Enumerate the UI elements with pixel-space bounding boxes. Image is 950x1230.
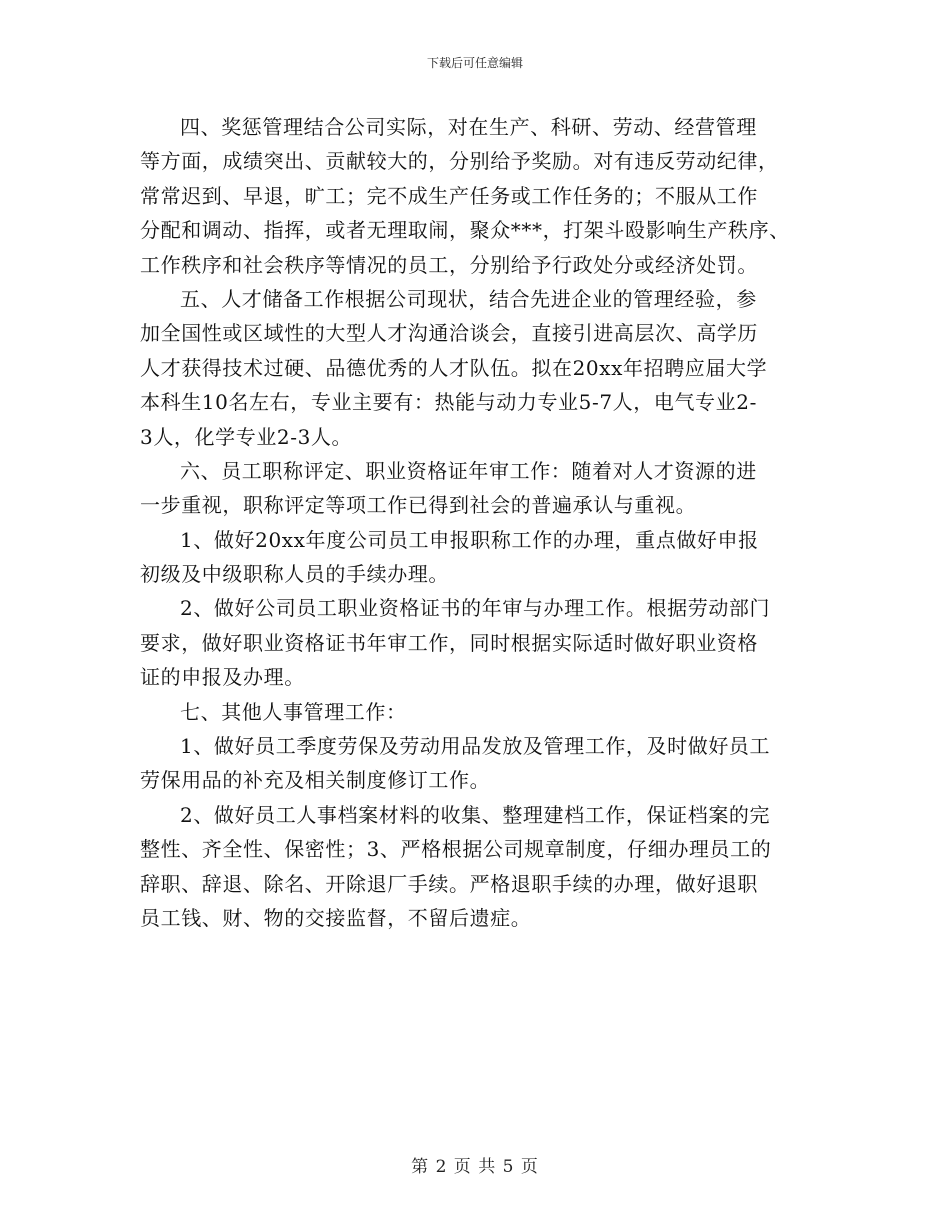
text-line: 要求，做好职业资格证书年审工作，同时根据实际适时做好职业资格 [140, 630, 758, 655]
text-line: 本科生10名左右，专业主要有：热能与动力专业5-7人，电气专业2- [140, 390, 757, 415]
text-line: 2、做好员工人事档案材料的收集、整理建档工作，保证档案的完 [180, 802, 771, 827]
text-line: 3人，化学专业2-3人。 [140, 424, 353, 449]
document-body [140, 110, 810, 935]
text-line: 1、做好20xx年度公司员工申报职称工作的办理，重点做好申报 [180, 527, 759, 552]
text-line: 员工钱、财、物的交接监督，不留后遗症。 [140, 905, 532, 930]
text-line: 2、做好公司员工职业资格证书的年审与办理工作。根据劳动部门 [180, 596, 771, 621]
text-line: 分配和调动、指挥，或者无理取闹，聚众***，打架斗殴影响生产秩序、 [140, 218, 790, 243]
text-line: 等方面，成绩突出、贡献较大的，分别给予奖励。对有违反劳动纪律， [140, 149, 779, 174]
paragraph-other-hr-work [140, 695, 810, 729]
text-line: 初级及中级职称人员的手续办理。 [140, 562, 449, 587]
text-line: 辞职、辞退、除名、开除退厂手续。严格退职手续的办理，做好退职 [140, 871, 758, 896]
text-line: 1、做好员工季度劳保及劳动用品发放及管理工作，及时做好员工 [180, 734, 771, 759]
text-line: 六、员工职称评定、职业资格证年审工作：随着对人才资源的进 [180, 458, 757, 483]
text-line: 整性、齐全性、保密性；3、严格根据公司规章制度，仔细办理员工的 [140, 837, 772, 862]
paragraph-item-2-certificate-review [140, 591, 810, 694]
paragraph-item-2-personnel-files [140, 798, 810, 936]
paragraph-talent-reserve [140, 282, 810, 454]
text-line: 五、人才储备工作根据公司现状，结合先进企业的管理经验，参 [180, 286, 757, 311]
text-line: 常常迟到、早退，旷工；完不成生产任务或工作任务的；不服从工作 [140, 183, 758, 208]
text-line: 一步重视，职称评定等项工作已得到社会的普遍承认与重视。 [140, 493, 697, 518]
text-line: 劳保用品的补充及相关制度修订工作。 [140, 768, 491, 793]
paragraph-title-evaluation [140, 454, 810, 523]
paragraph-rewards-penalties [140, 110, 810, 282]
paragraph-item-1-labor-protection [140, 729, 810, 798]
text-line: 人才获得技术过硬、品德优秀的人才队伍。拟在20xx年招聘应届大学 [140, 355, 768, 380]
text-line: 七、其他人事管理工作： [180, 699, 407, 724]
text-line: 工作秩序和社会秩序等情况的员工，分别给予行政处分或经济处罚。 [140, 252, 758, 277]
page-header: 下载后可任意编辑 [426, 56, 523, 70]
paragraph-item-1-title-application [140, 523, 810, 592]
text-line: 四、奖惩管理结合公司实际，对在生产、科研、劳动、经营管理 [180, 115, 757, 139]
text-line: 加全国性或区域性的大型人才沟通洽谈会，直接引进高层次、高学历 [140, 321, 758, 346]
text-line: 证的申报及办理。 [140, 665, 305, 690]
page-number-footer: 第 2 页 共 5 页 [411, 1157, 539, 1177]
